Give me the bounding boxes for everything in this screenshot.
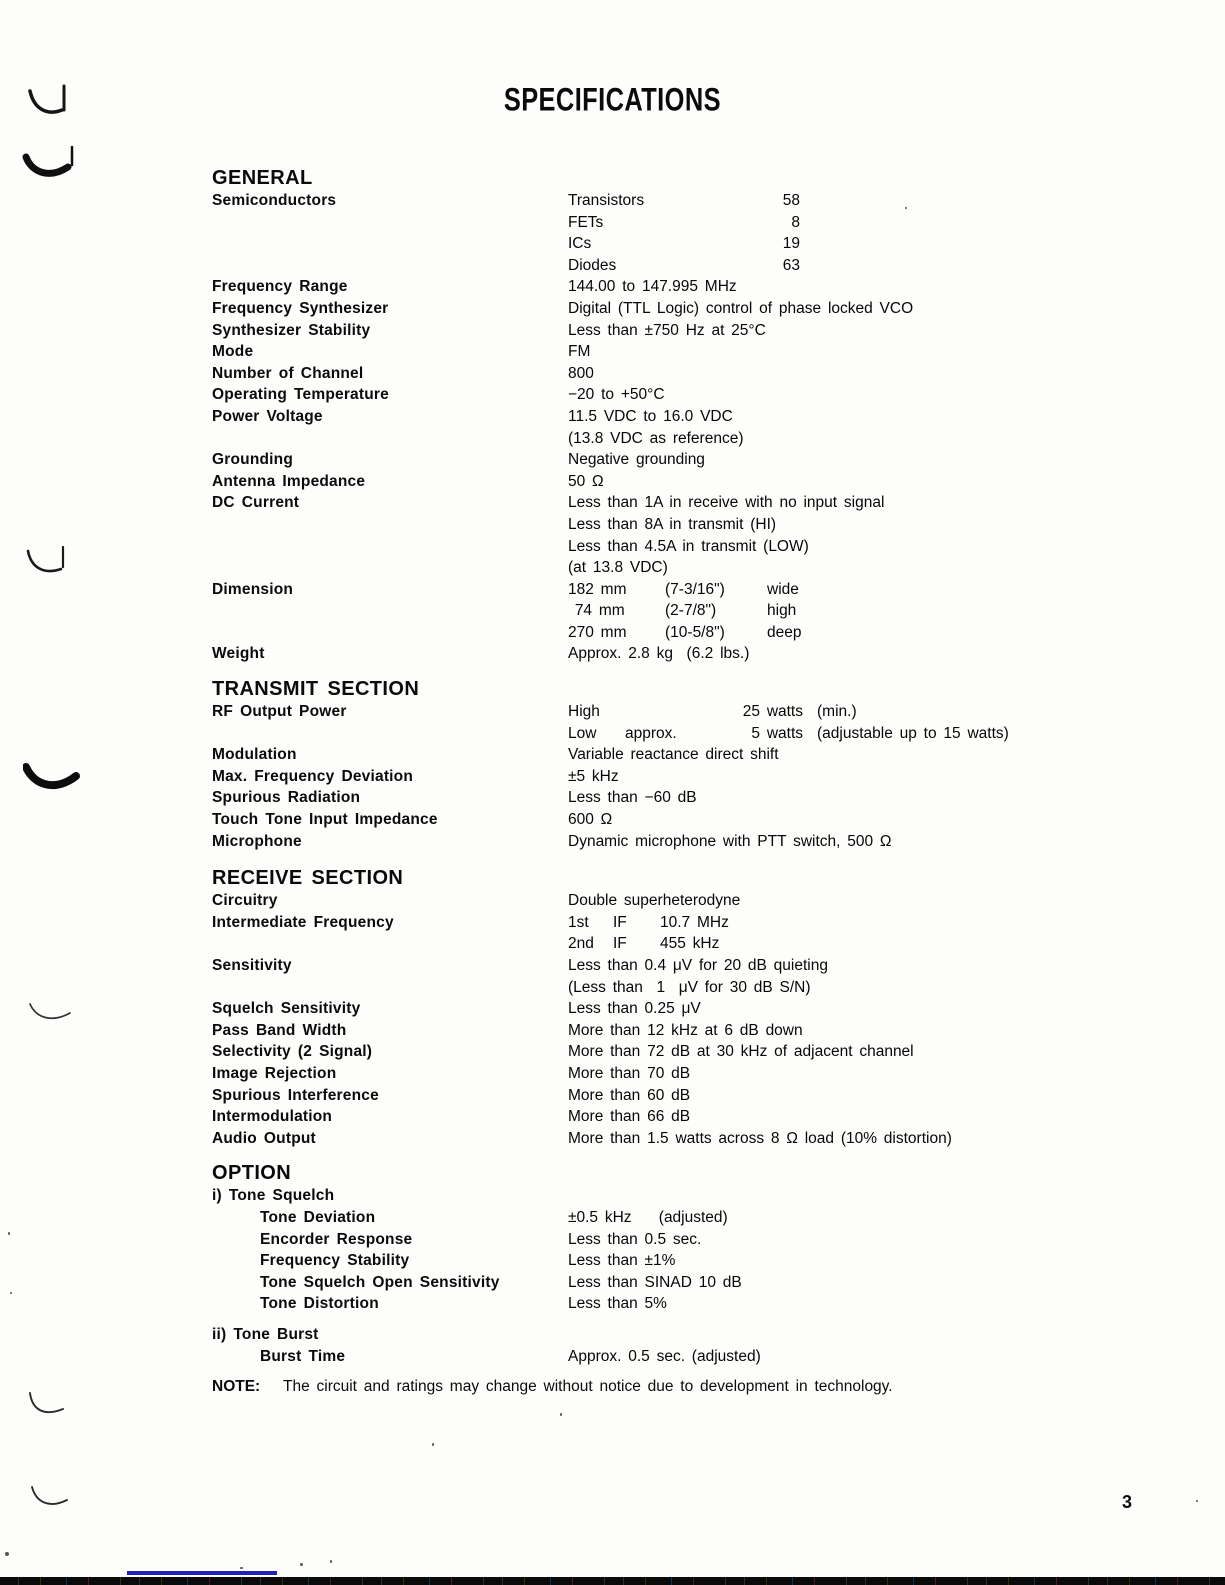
spec-label: Burst Time [260, 1347, 346, 1365]
spec-label: Dimension [212, 580, 294, 598]
scan-speck [560, 1413, 562, 1416]
spec-row-image-rejection [212, 1063, 1092, 1085]
spec-row-spurious-interference [212, 1085, 1092, 1107]
page-number: 3 [1122, 1492, 1133, 1512]
spec-label: Weight [212, 645, 265, 663]
spec-label: Intermodulation [212, 1108, 333, 1126]
spec-label: Max. Frequency Deviation [212, 767, 414, 785]
spec-label: Pass Band Width [212, 1021, 347, 1039]
section-heading-transmit: TRANSMIT SECTION [212, 678, 420, 701]
spec-value: 800 [568, 364, 594, 382]
spec-row-squelch-sensitivity [212, 998, 1092, 1020]
spec-label: Touch Tone Input Impedance [212, 811, 438, 829]
spec-label: Power Voltage [212, 407, 323, 425]
scan-speck [10, 1292, 12, 1294]
spec-row-modulation [212, 744, 1092, 766]
spec-label: Semiconductors [212, 192, 337, 209]
spec-row-antenna-impedance [212, 471, 1092, 493]
note-text: The circuit and ratings may change without notice due to development in technology. [283, 1378, 893, 1395]
semiconductor-count: 58 [782, 192, 800, 209]
spec-row-number-of-channel [212, 363, 1092, 385]
spec-value: 182 mm (7-3/16") wide 74 mm (2-7/8") high 270 mm (10-5/8") deep [568, 580, 802, 641]
spec-value: Approx. 0.5 sec. (adjusted) [568, 1347, 761, 1365]
spec-row-semiconductors [212, 190, 1092, 276]
spec-label: Grounding [212, 451, 294, 469]
spec-label: Operating Temperature [212, 386, 389, 404]
spec-row-touch-tone-input-impedance [212, 809, 1092, 831]
semiconductor-name: ICs [568, 235, 592, 253]
note-label: NOTE: [212, 1378, 261, 1395]
section-heading-receive: RECEIVE SECTION [212, 867, 404, 890]
spec-label: Antenna Impedance [212, 472, 366, 490]
spec-value: Negative grounding [568, 451, 705, 469]
spec-row-synthesizer-stability [212, 320, 1092, 342]
spec-label: Intermediate Frequency [212, 913, 394, 931]
spec-label: Tone Squelch Open Sensitivity [260, 1273, 500, 1291]
spec-value: More than 12 kHz at 6 dB down [568, 1021, 803, 1039]
spec-value: 600 Ω [568, 811, 613, 829]
spec-value: Dynamic microphone with PTT switch, 500 Ω [568, 832, 892, 850]
scan-speck [1196, 1500, 1198, 1502]
spec-value: More than 66 dB [568, 1108, 691, 1126]
spec-value: Less than 0.4 μV for 20 dB quieting (Less than 1 μV for 30 dB S/N) [568, 957, 828, 996]
spec-row-spurious-radiation [212, 787, 1092, 809]
spec-row-dimension [212, 579, 1092, 644]
scan-speck [5, 1552, 9, 1556]
spec-value: Less than 0.5 sec. [568, 1230, 702, 1248]
scan-mark [25, 545, 71, 583]
spec-value: ±5 kHz [568, 767, 619, 785]
spec-value: −20 to +50°C [568, 386, 665, 404]
spec-label: Tone Deviation [260, 1208, 376, 1226]
spec-value: 50 Ω [568, 472, 604, 490]
spec-row-burst-time [212, 1346, 1092, 1368]
spec-row-pass-band-width [212, 1020, 1092, 1042]
spec-label: Frequency Synthesizer [212, 299, 389, 317]
spec-row-intermediate-frequency [212, 912, 1092, 955]
spec-label: Squelch Sensitivity [212, 1000, 361, 1018]
spec-value: More than 72 dB at 30 kHz of adjacent channel [568, 1043, 914, 1061]
spec-value: Double superheterodyne [568, 892, 741, 910]
spec-value: Less than −60 dB [568, 789, 697, 807]
section-heading-option: OPTION [212, 1162, 292, 1185]
spec-value: Less than ±750 Hz at 25°C [568, 321, 766, 339]
section-heading-general: GENERAL [212, 167, 313, 189]
spec-row-frequency-stability [212, 1250, 1092, 1272]
group-label: ii) Tone Burst [212, 1325, 319, 1343]
semiconductor-count: 8 [791, 213, 800, 231]
spec-label: Selectivity (2 Signal) [212, 1043, 373, 1061]
spec-row-sensitivity [212, 955, 1092, 998]
scan-speck [432, 1443, 434, 1446]
spec-row-frequency-range [212, 276, 1092, 298]
semiconductor-name: FETs [568, 213, 604, 231]
spec-label: DC Current [212, 494, 300, 512]
semiconductor-name: Transistors [568, 192, 645, 209]
scan-mark [29, 1484, 73, 1518]
semiconductor-count: 19 [782, 235, 800, 253]
spec-label: Microphone [212, 832, 302, 850]
spec-row-circuitry [212, 890, 1092, 912]
spec-value: Variable reactance direct shift [568, 746, 779, 764]
spec-value: 11.5 VDC to 16.0 VDC (13.8 VDC as reference) [568, 407, 744, 447]
spec-row-operating-temperature [212, 384, 1092, 406]
spec-value: More than 1.5 watts across 8 Ω load (10% distortion) [568, 1129, 952, 1147]
spec-label: Image Rejection [212, 1064, 337, 1082]
spec-value: Digital (TTL Logic) control of phase locked VCO [568, 299, 914, 317]
scan-mark [28, 1000, 74, 1030]
spec-row-audio-output [212, 1128, 1092, 1150]
scan-mark [27, 1390, 69, 1424]
spec-label: Spurious Radiation [212, 789, 361, 807]
spec-label: Circuitry [212, 892, 278, 910]
spec-content [212, 166, 1092, 1367]
spec-row-grounding [212, 449, 1092, 471]
spec-row-power-voltage [212, 406, 1092, 449]
scan-speck [300, 1563, 303, 1566]
spec-value: More than 60 dB [568, 1086, 691, 1104]
spec-row-intermodulation [212, 1106, 1092, 1128]
spec-value: Less than SINAD 10 dB [568, 1273, 742, 1291]
spec-value: Approx. 2.8 kg (6.2 lbs.) [568, 645, 750, 663]
spec-row-tone-squelch-open-sensitivity [212, 1272, 1092, 1294]
spec-value: Less than 1A in receive with no input signal Less than 8A in transmit (HI) Less than 4.5A in transmit (LOW) (at 13.8 VDC) [568, 494, 885, 577]
spec-group-tone-squelch [212, 1185, 1092, 1207]
spec-row-mode [212, 341, 1092, 363]
spec-value: Less than ±1% [568, 1252, 676, 1270]
spec-value: 144.00 to 147.995 MHz [568, 278, 737, 296]
spec-value: FM [568, 343, 591, 361]
spec-row-microphone [212, 831, 1092, 853]
semiconductor-name: Diodes [568, 256, 617, 274]
scan-speck [330, 1560, 332, 1563]
spec-value: Less than 0.25 μV [568, 1000, 701, 1018]
scan-mark [22, 143, 78, 187]
spec-label: Sensitivity [212, 957, 292, 974]
spec-value: 1st IF 10.7 MHz 2nd IF 455 kHz [568, 913, 729, 953]
spec-row-tone-distortion [212, 1293, 1092, 1315]
spec-value: Less than 5% [568, 1295, 667, 1313]
spec-row-max-frequency-deviation [212, 766, 1092, 788]
semiconductor-count: 63 [782, 256, 800, 274]
spec-label: RF Output Power [212, 703, 347, 721]
spec-row-tone-deviation [212, 1207, 1092, 1229]
page-title: SPECIFICATIONS [503, 81, 722, 118]
spec-value: ±0.5 kHz (adjusted) [568, 1208, 728, 1226]
spec-label: Frequency Stability [260, 1252, 410, 1270]
spec-group-tone-burst [212, 1324, 1092, 1346]
spec-row-encorder-response [212, 1229, 1092, 1251]
spec-label: Audio Output [212, 1129, 316, 1147]
spec-row-dc-current [212, 492, 1092, 578]
spec-value: More than 70 dB [568, 1064, 691, 1082]
spec-row-rf-output-power [212, 701, 1092, 744]
spec-label: Synthesizer Stability [212, 321, 371, 339]
spec-value [568, 190, 800, 276]
spec-label: Mode [212, 343, 254, 361]
spec-row-weight [212, 643, 1092, 665]
note [212, 1376, 1142, 1398]
spec-label: Number of Channel [212, 364, 364, 382]
spec-value: High 25 watts (min.) Low approx. 5 watts (adjustable up to 15 watts) [568, 703, 1009, 742]
spec-row-frequency-synthesizer [212, 298, 1092, 320]
scan-speck [240, 1567, 243, 1569]
scan-edge-band [0, 1577, 1225, 1585]
scan-speck [8, 1232, 10, 1235]
spec-label: Tone Distortion [260, 1295, 379, 1313]
spec-label: Spurious Interference [212, 1086, 379, 1104]
scan-mark [23, 757, 81, 797]
blue-underline-mark [127, 1571, 277, 1575]
group-label: i) Tone Squelch [212, 1187, 335, 1205]
spec-label: Encorder Response [260, 1230, 413, 1248]
spec-row-selectivity [212, 1041, 1092, 1063]
spec-label: Modulation [212, 746, 297, 764]
spec-label: Frequency Range [212, 278, 348, 296]
